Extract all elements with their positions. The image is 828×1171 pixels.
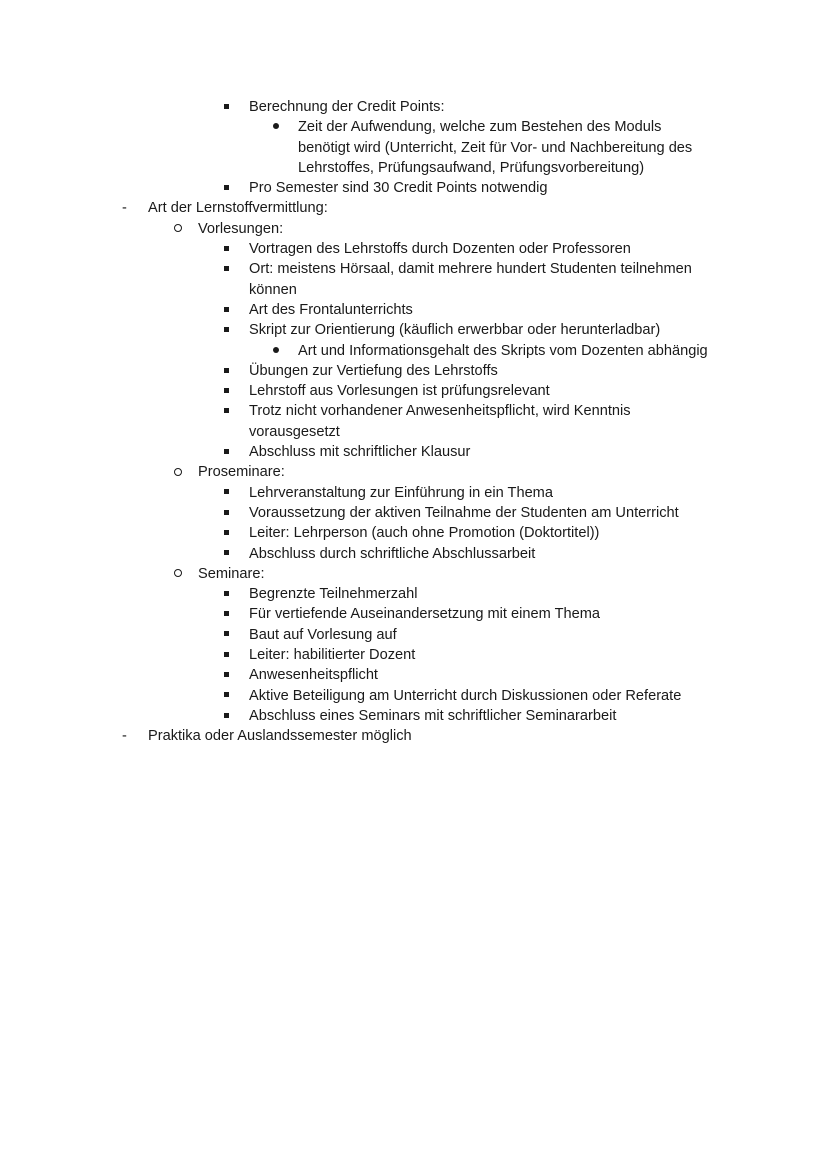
- square-shape: [224, 652, 229, 657]
- line-text: Praktika oder Auslandssemester möglich: [148, 728, 412, 745]
- square-bullet-icon: [224, 259, 229, 279]
- line-text: Vorlesungen:: [198, 220, 284, 237]
- square-shape: [224, 327, 229, 332]
- document-line: [0, 462, 828, 482]
- document-line: [0, 422, 828, 442]
- square-shape: [224, 631, 229, 636]
- dash-bullet-icon: -: [122, 728, 127, 745]
- document-line: [0, 564, 828, 584]
- square-bullet-icon: [224, 178, 229, 198]
- line-text: Lehrstoffes, Prüfungsaufwand, Prüfungsvorbereitung): [298, 159, 645, 176]
- line-text: Leiter: habilitierter Dozent: [249, 647, 416, 664]
- document-line: [0, 239, 828, 259]
- square-shape: [224, 510, 229, 515]
- square-shape: [224, 550, 229, 555]
- hollow-circle-bullet-icon: [174, 564, 182, 584]
- document-line: [0, 178, 828, 198]
- square-shape: [224, 408, 229, 413]
- square-shape: [224, 104, 229, 109]
- document-line: [0, 259, 828, 279]
- square-bullet-icon: [224, 300, 229, 320]
- square-bullet-icon: [224, 97, 229, 117]
- document-line: [0, 665, 828, 685]
- document-line: [0, 280, 828, 300]
- line-text: Pro Semester sind 30 Credit Points notwendig: [249, 180, 548, 197]
- square-shape: [224, 489, 229, 494]
- document-line: [0, 401, 828, 421]
- square-shape: [224, 368, 229, 373]
- line-text: Aktive Beteiligung am Unterricht durch Diskussionen oder Referate: [249, 687, 682, 704]
- square-bullet-icon: [224, 686, 229, 706]
- document-line: [0, 523, 828, 543]
- hollow-circle-shape: [174, 468, 182, 476]
- square-shape: [224, 449, 229, 454]
- document-line: [0, 544, 828, 564]
- line-text: Ort: meistens Hörsaal, damit mehrere hundert Studenten teilnehmen: [249, 261, 692, 278]
- document-line: [0, 138, 828, 158]
- line-text: Trotz nicht vorhandener Anwesenheitspflicht, wird Kenntnis: [249, 403, 631, 420]
- square-bullet-icon: [224, 401, 229, 421]
- square-bullet-icon: [224, 320, 229, 340]
- line-text: Art und Informationsgehalt des Skripts vom Dozenten abhängig: [298, 342, 708, 359]
- square-shape: [224, 185, 229, 190]
- document-body: [0, 97, 828, 747]
- line-text: Art der Lernstoffvermittlung:: [148, 200, 328, 217]
- square-shape: [224, 591, 229, 596]
- line-text: Proseminare:: [198, 464, 285, 481]
- document-line: [0, 341, 828, 361]
- line-text: Lehrstoff aus Vorlesungen ist prüfungsrelevant: [249, 383, 550, 400]
- square-bullet-icon: [224, 239, 229, 259]
- line-text: Berechnung der Credit Points:: [249, 99, 445, 115]
- square-bullet-icon: [224, 645, 229, 665]
- document-line: [0, 300, 828, 320]
- square-shape: [224, 611, 229, 616]
- line-text: Abschluss mit schriftlicher Klausur: [249, 444, 471, 461]
- document-line: [0, 686, 828, 706]
- document-line: [0, 483, 828, 503]
- round-dot-shape: [273, 123, 279, 129]
- square-shape: [224, 307, 229, 312]
- line-text: Vortragen des Lehrstoffs durch Dozenten oder Professoren: [249, 241, 631, 258]
- square-shape: [224, 672, 229, 677]
- line-text: Begrenzte Teilnehmerzahl: [249, 586, 418, 603]
- dash-bullet-icon: -: [122, 200, 127, 217]
- document-line: [0, 219, 828, 239]
- line-text: benötigt wird (Unterricht, Zeit für Vor- und Nachbereitung des: [298, 139, 693, 156]
- document-line: [0, 198, 828, 218]
- document-line: [0, 361, 828, 381]
- line-text: Abschluss eines Seminars mit schriftlicher Seminararbeit: [249, 707, 617, 724]
- square-bullet-icon: [224, 604, 229, 624]
- square-shape: [224, 530, 229, 535]
- square-bullet-icon: [224, 503, 229, 523]
- line-text: Seminare:: [198, 565, 265, 582]
- hollow-circle-shape: [174, 224, 182, 232]
- hollow-circle-bullet-icon: [174, 462, 182, 482]
- document-line: [0, 584, 828, 604]
- document-line: [0, 503, 828, 523]
- square-bullet-icon: [224, 665, 229, 685]
- square-shape: [224, 692, 229, 697]
- document-line: [0, 158, 828, 178]
- line-text: Anwesenheitspflicht: [249, 667, 378, 684]
- square-bullet-icon: [224, 523, 229, 543]
- line-text: Zeit der Aufwendung, welche zum Bestehen des Moduls: [298, 119, 662, 136]
- line-text: vorausgesetzt: [249, 423, 340, 440]
- square-bullet-icon: [224, 361, 229, 381]
- document-line: [0, 645, 828, 665]
- document-line: [0, 706, 828, 726]
- round-dot-shape: [273, 347, 279, 353]
- square-bullet-icon: [224, 625, 229, 645]
- round-bullet-icon: [273, 341, 279, 361]
- line-text: Art des Frontalunterrichts: [249, 301, 413, 318]
- document-line: [0, 625, 828, 645]
- document-line: [0, 117, 828, 137]
- round-bullet-icon: [273, 117, 279, 137]
- document-line: [0, 381, 828, 401]
- document-line: [0, 442, 828, 462]
- document-line: [0, 320, 828, 340]
- square-bullet-icon: [224, 584, 229, 604]
- document-line: [0, 726, 828, 746]
- document-line: [0, 97, 828, 117]
- hollow-circle-bullet-icon: [174, 219, 182, 239]
- square-shape: [224, 266, 229, 271]
- line-text: Abschluss durch schriftliche Abschlussarbeit: [249, 545, 536, 562]
- square-shape: [224, 246, 229, 251]
- document-line: [0, 604, 828, 624]
- line-text: Leiter: Lehrperson (auch ohne Promotion (Doktortitel)): [249, 525, 600, 542]
- line-text: Übungen zur Vertiefung des Lehrstoffs: [249, 362, 498, 379]
- line-text: Für vertiefende Auseinandersetzung mit einem Thema: [249, 606, 600, 623]
- line-text: Lehrveranstaltung zur Einführung in ein Thema: [249, 484, 553, 501]
- square-bullet-icon: [224, 381, 229, 401]
- square-bullet-icon: [224, 544, 229, 564]
- square-shape: [224, 388, 229, 393]
- line-text: Voraussetzung der aktiven Teilnahme der Studenten am Unterricht: [249, 504, 679, 521]
- square-bullet-icon: [224, 483, 229, 503]
- square-bullet-icon: [224, 706, 229, 726]
- line-text: Baut auf Vorlesung auf: [249, 626, 397, 643]
- square-bullet-icon: [224, 442, 229, 462]
- line-text: können: [249, 281, 297, 298]
- square-shape: [224, 713, 229, 718]
- line-text: Skript zur Orientierung (käuflich erwerbbar oder herunterladbar): [249, 322, 661, 339]
- hollow-circle-shape: [174, 569, 182, 577]
